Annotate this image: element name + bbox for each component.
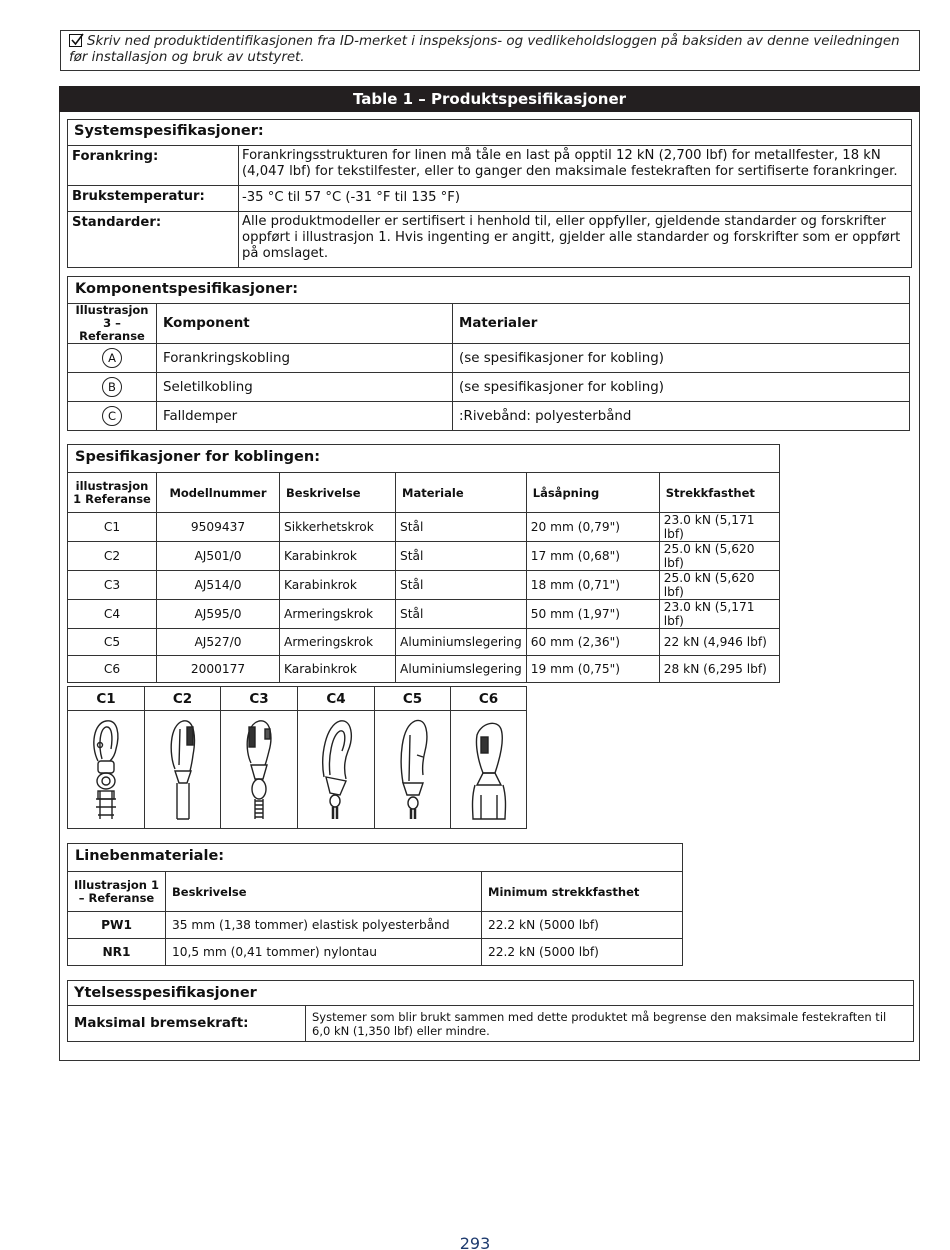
checkbox-icon	[69, 34, 82, 47]
col-component-header: Komponent	[157, 304, 453, 344]
max-arrest-force-value: Systemer som blir brukt sammen med dette produktet må begrense den maksimale festekraften til 6,0 kN (1,350 lbf) eller mindre.	[306, 1006, 914, 1042]
carabiner-c2-image	[145, 711, 221, 829]
gate-cell: 60 mm (2,36")	[526, 629, 659, 656]
ref-cell: C6	[68, 656, 157, 683]
component-name: Forankringskobling	[157, 344, 453, 373]
ref-cell: PW1	[68, 912, 166, 939]
col-model-header: Modellnummer	[157, 473, 280, 513]
temperature-value: -35 °C til 57 °C (-31 °F til 135 °F)	[239, 186, 912, 212]
connector-images-grid	[67, 686, 527, 829]
table-row	[68, 656, 780, 683]
table-row	[68, 629, 780, 656]
col-ref-header: Illustrasjon 3 – Referanse	[68, 304, 157, 344]
ref-cell: NR1	[68, 939, 166, 966]
strength-cell: 22.2 kN (5000 lbf)	[482, 912, 683, 939]
col-material-header: Materialer	[453, 304, 910, 344]
strength-cell: 25.0 kN (5,620 lbf)	[659, 542, 779, 571]
image-label-c5: C5	[375, 687, 451, 711]
image-label-c2: C2	[145, 687, 221, 711]
gate-cell: 19 mm (0,75")	[526, 656, 659, 683]
desc-cell: Karabinkrok	[280, 571, 396, 600]
ref-badge: A	[102, 348, 122, 368]
image-label-c1: C1	[68, 687, 145, 711]
performance-specs-table	[67, 980, 914, 1042]
gate-cell: 18 mm (0,71")	[526, 571, 659, 600]
ref-cell: C4	[68, 600, 157, 629]
connector-specs-table	[67, 444, 780, 683]
material-cell: Aluminiumslegering	[396, 629, 527, 656]
anchorage-label: Forankring:	[68, 146, 239, 186]
lanyard-material-header: Linebenmateriale:	[68, 844, 683, 872]
material-cell: Stål	[396, 513, 527, 542]
col-material-header: Materiale	[396, 473, 527, 513]
rebar-hook-c5-image	[375, 711, 451, 829]
page-number: 293	[459, 1234, 491, 1250]
col-ref-header: illustrasjon 1 Referanse	[68, 473, 157, 513]
strength-cell: 25.0 kN (5,620 lbf)	[659, 571, 779, 600]
carabiner-c6-image	[451, 711, 527, 829]
ref-cell: C3	[68, 571, 157, 600]
performance-specs-header: Ytelsesspesifikasjoner	[68, 981, 914, 1006]
desc-cell: 35 mm (1,38 tommer) elastisk polyesterbånd	[166, 912, 482, 939]
component-material: (se spesifikasjoner for kobling)	[453, 344, 910, 373]
model-cell: AJ595/0	[157, 600, 280, 629]
image-label-c3: C3	[221, 687, 298, 711]
col-strength-header: Strekkfasthet	[659, 473, 779, 513]
snap-hook-c1-image	[68, 711, 145, 829]
table-row	[68, 513, 780, 542]
component-specs-header: Komponentspesifikasjoner:	[68, 277, 910, 304]
max-arrest-force-label: Maksimal bremsekraft:	[68, 1006, 306, 1042]
component-name: Seletilkobling	[157, 373, 453, 402]
rebar-hook-c4-image	[298, 711, 375, 829]
ref-cell: C2	[68, 542, 157, 571]
material-cell: Stål	[396, 542, 527, 571]
table-row	[68, 344, 910, 373]
table-row	[68, 402, 910, 431]
table-row	[68, 571, 780, 600]
desc-cell: Karabinkrok	[280, 656, 396, 683]
table-row	[68, 912, 683, 939]
carabiner-c3-image	[221, 711, 298, 829]
standards-label: Standarder:	[68, 212, 239, 268]
model-cell: AJ514/0	[157, 571, 280, 600]
strength-cell: 28 kN (6,295 lbf)	[659, 656, 779, 683]
notice-text: Skriv ned produktidentifikasjonen fra ID-merket i inspeksjons- og vedlikeholdsloggen på baksiden av denne veiledningen før installasjon og bruk av utstyret.	[69, 34, 900, 65]
image-label-c4: C4	[298, 687, 375, 711]
table-row	[68, 939, 683, 966]
model-cell: AJ501/0	[157, 542, 280, 571]
col-ref-header: Illustrasjon 1 – Referanse	[68, 872, 166, 912]
desc-cell: Armeringskrok	[280, 600, 396, 629]
material-cell: Stål	[396, 571, 527, 600]
strength-cell: 22.2 kN (5000 lbf)	[482, 939, 683, 966]
desc-cell: Armeringskrok	[280, 629, 396, 656]
gate-cell: 50 mm (1,97")	[526, 600, 659, 629]
desc-cell: Sikkerhetskrok	[280, 513, 396, 542]
table-row	[68, 542, 780, 571]
ref-badge: C	[102, 406, 122, 426]
table-row	[68, 600, 780, 629]
strength-cell: 22 kN (4,946 lbf)	[659, 629, 779, 656]
lanyard-material-table	[67, 843, 683, 966]
strength-cell: 23.0 kN (5,171 lbf)	[659, 513, 779, 542]
desc-cell: Karabinkrok	[280, 542, 396, 571]
image-label-c6: C6	[451, 687, 527, 711]
component-material: :Rivebånd: polyesterbånd	[453, 402, 910, 431]
desc-cell: 10,5 mm (0,41 tommer) nylontau	[166, 939, 482, 966]
strength-cell: 23.0 kN (5,171 lbf)	[659, 600, 779, 629]
table-row	[68, 373, 910, 402]
col-strength-header: Minimum strekkfasthet	[482, 872, 683, 912]
ref-badge: B	[102, 377, 122, 397]
install-notice	[60, 30, 920, 71]
system-specs-table	[67, 119, 912, 268]
table-title: Table 1 – Produktspesifikasjoner	[59, 86, 920, 112]
standards-value: Alle produktmodeller er sertifisert i henhold til, eller oppfyller, gjeldende standarder og forskrifter oppført i illustrasjon 1. Hvis ingenting er angitt, gjelder alle standarder og forskrifter som er oppført på omslaget.	[239, 212, 912, 268]
model-cell: 9509437	[157, 513, 280, 542]
component-specs-table	[67, 276, 910, 431]
col-gate-header: Låsåpning	[526, 473, 659, 513]
gate-cell: 20 mm (0,79")	[526, 513, 659, 542]
component-name: Falldemper	[157, 402, 453, 431]
col-desc-header: Beskrivelse	[166, 872, 482, 912]
gate-cell: 17 mm (0,68")	[526, 542, 659, 571]
anchorage-value: Forankringsstrukturen for linen må tåle en last på opptil 12 kN (2,700 lbf) for metallfester, 18 kN (4,047 lbf) for tekstilfester, eller to ganger den maksimale festekraften for sertifiserte forankringer.	[239, 146, 912, 186]
system-specs-header: Systemspesifikasjoner:	[68, 120, 912, 146]
col-desc-header: Beskrivelse	[280, 473, 396, 513]
model-cell: AJ527/0	[157, 629, 280, 656]
connector-specs-header: Spesifikasjoner for koblingen:	[68, 445, 780, 473]
ref-cell: C5	[68, 629, 157, 656]
temperature-label: Brukstemperatur:	[68, 186, 239, 212]
material-cell: Stål	[396, 600, 527, 629]
component-material: (se spesifikasjoner for kobling)	[453, 373, 910, 402]
model-cell: 2000177	[157, 656, 280, 683]
ref-cell: C1	[68, 513, 157, 542]
material-cell: Aluminiumslegering	[396, 656, 527, 683]
